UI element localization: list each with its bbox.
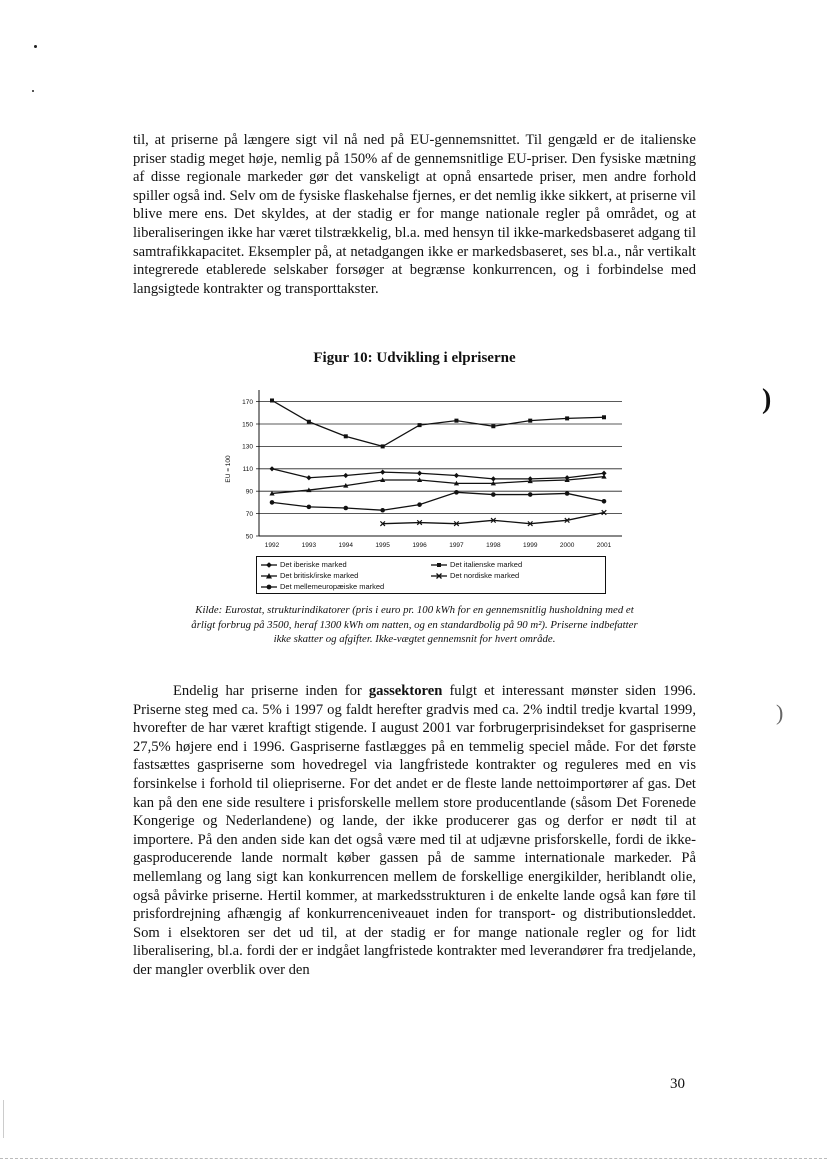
paragraph2-rest: fulgt et interessant mønster siden 1996. Priserne steg med ca. 5% i 1997 og faldt herefter gradvis med ca. 2% indtil tredje kvartal 1999, hvorefter de har været kraftigt stigende. I august 2001 var forbrugerprisindekset for gaspriserne 27,5% højere end i 1996. Gaspriserne fastlægges på en temmelig speciel måde. For det første fastsættes gaspriserne som hovedregel via langfristede kontrakter og reguleres med en vis forsinkelse i forhold til oliepriserne. For det andet er de fleste lande nettoimportører af gas. Det kan på den ene side resultere i prisforskelle mellem store producentlande (såsom Det Forenede Kongerige og Nederlandene) og lande, der ikke producerer gas og derfor er nødt til at importere. På den anden side kan det også være med til at udjævne prisforskelle, fordi de ikke-gasproducerende lande normalt køber gassen på de samme internationale markeder. På mellemlang og lang sigt kan konkurrencen mellem de forskellige energikilder, heriblandt olie, også påvirke priserne. Hertil kommer, at markedsstrukturen i de enkelte lande også kan føre til prisfordrejning afhængig af konkurrenceniveauet inden for transport- og distributionsleddet. Som i elsektoren ser det ud til, at der stadig er for mange nationale regler og for lidt liberalisering, bl.a. fordi der er indgået langfristede kontrakter med leverandører fra tredjelande, der mangler overblik over den (133, 683, 696, 978)
series-line (272, 477, 604, 494)
page-number: 30 (670, 1076, 685, 1092)
y-tick-label: 130 (242, 443, 253, 451)
data-point (602, 415, 606, 419)
legend-label-british-irish: Det britisk/irske marked (280, 571, 359, 580)
legend-label-nordic: Det nordiske marked (450, 571, 520, 580)
data-point (307, 505, 312, 510)
legend-item-nordic (431, 571, 519, 580)
data-point (380, 508, 385, 513)
data-point (417, 520, 422, 525)
data-point (491, 424, 495, 428)
data-point (454, 481, 459, 486)
y-tick-label: 170 (242, 398, 253, 406)
data-point (418, 423, 422, 427)
x-tick-label: 1997 (449, 542, 464, 549)
data-point (417, 477, 422, 482)
scan-speck (34, 45, 37, 48)
data-point (528, 419, 532, 423)
x-tick-label: 1998 (486, 542, 501, 549)
data-point (528, 479, 533, 484)
data-point (602, 510, 607, 515)
data-point (528, 492, 533, 497)
data-point (565, 477, 570, 482)
data-point (565, 475, 570, 480)
scan-margin-mark-2: ) (776, 700, 784, 725)
data-point (307, 420, 311, 424)
data-point (306, 487, 311, 492)
y-tick-label: 50 (245, 533, 253, 541)
data-point (344, 434, 348, 438)
source-line-3: ikke skatter og afgifter. Ikke-vægtet gennemsnit for hvert område. (273, 633, 556, 646)
data-point (454, 473, 459, 478)
scan-speck (32, 90, 34, 92)
data-point (270, 398, 274, 402)
data-point (380, 477, 385, 482)
data-point (269, 491, 274, 496)
data-point (565, 491, 570, 496)
body-paragraph-1: til, at priserne på længere sigt vil nå ned på EU-gennemsnittet. Til gengæld er de italienske priser stadig meget høje, nemlig på 150% af de gennemsnitlige EU-priser. Den fysiske mætning af disse regionale markeder gør det vanskeligt at opnå ensartede priser, men andre forhold spiller også ind. Selv om de fysiske flaskehalse fjernes, er det nemlig ikke sikkert, at priserne vil blive mere ens. Det skyldes, at der stadig er for mange nationale regler på området, og at liberaliseringen ikke har været tilstrækkelig, bl.a. med hensyn til ikke-markedsbaseret adgang til samtrafikkapacitet. Eksempler på, at netadgangen ikke er markedsbaseret, ses bl.a., når vertikalt integrerede etablerede selskaber forsøger at begrænse konkurrencen, og i forbindelse med langsigtede kontrakter og transporttakster. (133, 132, 696, 297)
y-tick-label: 90 (245, 488, 253, 496)
legend-label-central-european: Det mellemeuropæiske marked (280, 582, 385, 591)
figure-source-note (133, 603, 696, 647)
data-point (269, 466, 274, 471)
data-point (380, 470, 385, 475)
data-point (417, 471, 422, 476)
y-tick-label: 110 (242, 466, 253, 474)
data-point (454, 419, 458, 423)
source-line-2: årligt forbrug på 3500, heraf 1300 kWh om natten, og en standardbolig på 90 m²). Priserne indbefatter (191, 618, 638, 631)
body-paragraph-2 (133, 682, 696, 980)
data-point (491, 492, 496, 497)
data-point (601, 474, 606, 479)
legend-label-iberian: Det iberiske marked (280, 560, 347, 569)
data-point (528, 521, 533, 526)
data-point (343, 473, 348, 478)
data-point (380, 521, 385, 526)
x-tick-label: 1995 (375, 542, 390, 549)
x-tick-label: 1996 (412, 542, 427, 549)
x-tick-label: 1992 (264, 542, 280, 549)
x-tick-label: 1999 (522, 542, 538, 549)
x-tick-label: 1993 (301, 542, 317, 549)
paragraph2-start: Endelig har priserne inden for (173, 683, 369, 699)
data-point (565, 416, 569, 420)
data-point (343, 483, 348, 488)
data-point (491, 518, 496, 523)
series-line (272, 400, 604, 446)
legend-item-central-european (261, 582, 384, 591)
scan-bottom-edge (0, 1158, 827, 1160)
data-point (491, 481, 496, 486)
paragraph2-bold-term: gassektoren (368, 683, 443, 699)
data-point (417, 502, 422, 507)
x-tick-label: 2000 (559, 542, 575, 549)
legend-item-british-irish (261, 571, 358, 580)
legend-label-italian: Det italienske marked (450, 560, 523, 569)
series-line (272, 492, 604, 510)
y-tick-label: 150 (242, 421, 253, 429)
data-point (381, 444, 385, 448)
data-point (270, 500, 275, 505)
x-tick-label: 2001 (596, 542, 612, 549)
figure-title: Figur 10: Udvikling i elpriserne (313, 350, 516, 366)
data-point (343, 506, 348, 511)
source-line-1: Kilde: Eurostat, strukturindikatorer (pris i euro pr. 100 kWh for en gennemsnitlig husholdning med et (195, 604, 634, 616)
series-line (272, 469, 604, 479)
scan-margin-mark: ) (762, 384, 772, 415)
data-point (601, 471, 606, 476)
legend-item-iberian (261, 560, 347, 569)
chart-legend (256, 556, 606, 594)
y-axis-label: EU = 100 (225, 455, 232, 483)
scan-edge-mark (3, 1100, 4, 1138)
data-point (454, 521, 459, 526)
data-point (565, 518, 570, 523)
data-point (454, 490, 459, 495)
data-point (528, 476, 533, 481)
x-tick-label: 1994 (338, 542, 354, 549)
legend-item-italian (431, 560, 522, 569)
data-point (602, 499, 607, 504)
data-point (491, 476, 496, 481)
series-line (383, 512, 604, 523)
y-tick-label: 70 (245, 510, 253, 518)
data-point (306, 475, 311, 480)
